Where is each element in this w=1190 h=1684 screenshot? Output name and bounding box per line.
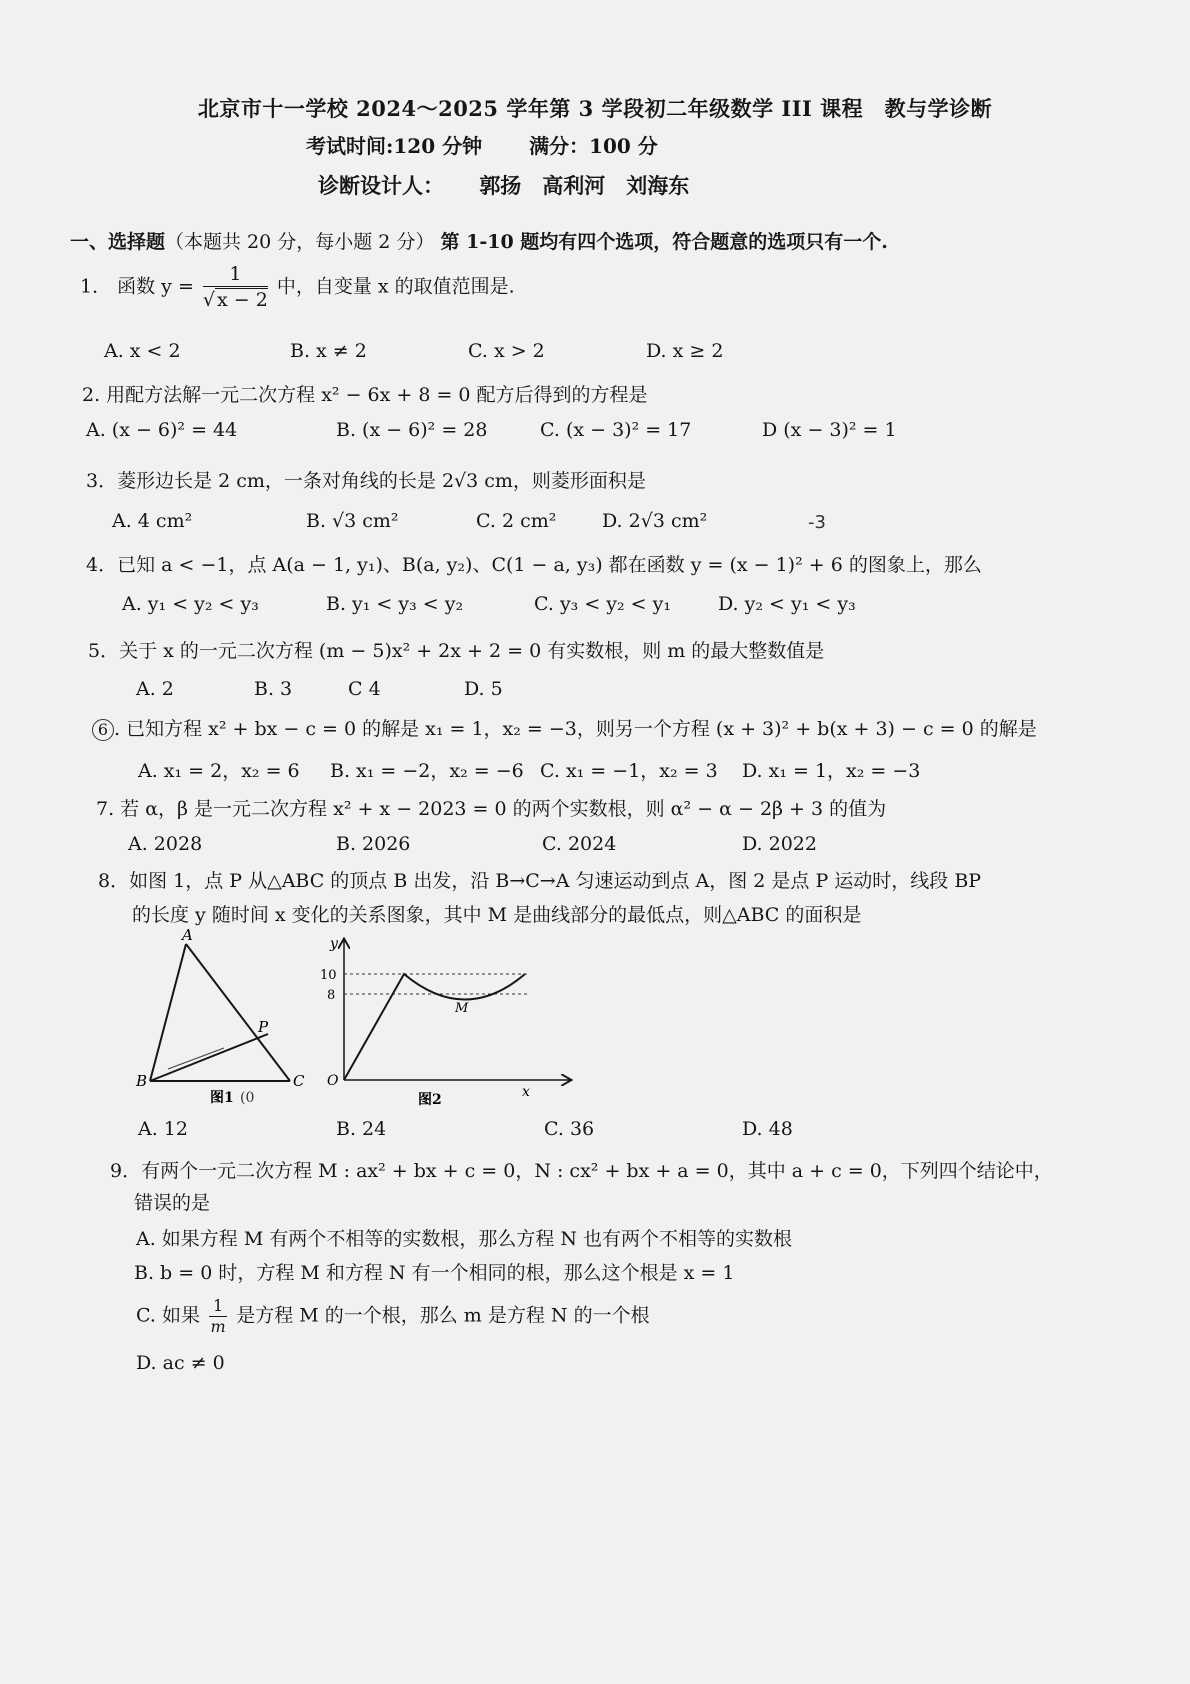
q2-option-c[interactable]: C. (x − 3)² = 17 — [540, 419, 692, 441]
radicand: x − 2 — [217, 289, 268, 311]
q5-option-b[interactable]: B. 3 — [254, 678, 293, 700]
q8-option-d[interactable]: D. 48 — [742, 1118, 793, 1140]
fraction-numerator: 1 — [203, 262, 268, 287]
question-7: 7. 若 α，β 是一元二次方程 x² + x − 2023 = 0 的两个实数根，则 α² − α − 2β + 3 的值为 — [96, 798, 887, 820]
question-2: 2. 用配方法解一元二次方程 x² − 6x + 8 = 0 配方后得到的方程是 — [82, 384, 648, 406]
exam-time: 考试时间:120 分钟 — [306, 134, 483, 158]
q3-option-a[interactable]: A. 4 cm² — [112, 510, 193, 532]
designers-names: 郭扬 高利河 刘海东 — [479, 173, 690, 198]
q6-option-c[interactable]: C. x₁ = −1，x₂ = 3 — [540, 760, 718, 782]
fraction-denominator — [203, 287, 268, 313]
question-4: 4．已知 a < −1，点 A(a − 1, y₁)、B(a, y₂)、C(1 − a, y₃) 都在函数 y = (x − 1)² + 6 的图象上，那么 — [86, 554, 982, 576]
q9-option-b[interactable]: B. b = 0 时，方程 M 和方程 N 有一个相同的根，那么这个根是 x = 1 — [134, 1262, 735, 1284]
option-text: 是方程 M 的一个根，那么 m 是方程 N 的一个根 — [236, 1304, 650, 1327]
question-9-line-2: 错误的是 — [134, 1192, 211, 1214]
sqrt-sign: √ — [202, 289, 216, 311]
question-8-line-1: 8．如图 1，点 P 从△ABC 的顶点 B 出发，沿 B→C→A 匀速运动到点 A，图 2 是点 P 运动时，线段 BP — [98, 870, 982, 892]
fraction-denominator: m — [210, 1317, 226, 1336]
fraction — [203, 262, 268, 313]
designers-label: 诊断设计人： — [318, 173, 444, 198]
section-instruction: 第 1-10 题均有四个选项，符合题意的选项只有一个. — [440, 231, 888, 253]
q5-option-a[interactable]: A. 2 — [136, 678, 174, 700]
q8-option-a[interactable]: A. 12 — [138, 1118, 188, 1140]
figure-2-caption: 图2 — [418, 1092, 442, 1108]
q5-option-d[interactable]: D. 5 — [464, 678, 503, 700]
q1-option-b[interactable]: B. x ≠ 2 — [290, 340, 367, 362]
q2-option-a[interactable]: A. (x − 6)² = 44 — [86, 419, 238, 441]
y-axis-label: y — [330, 936, 338, 952]
q1-option-d[interactable]: D. x ≥ 2 — [646, 340, 724, 362]
question-text: . 已知方程 x² + bx − c = 0 的解是 x₁ = 1，x₂ = −3，则另一个方程 (x + 3)² + b(x + 3) − c = 0 的解是 — [114, 718, 1037, 740]
q4-option-a[interactable]: A. y₁ < y₂ < y₃ — [122, 593, 259, 615]
q9-option-d[interactable]: D. ac ≠ 0 — [136, 1352, 225, 1374]
tick-label-8: 8 — [327, 988, 336, 1003]
q4-option-b[interactable]: B. y₁ < y₃ < y₂ — [326, 593, 464, 615]
q1-option-a[interactable]: A. x < 2 — [104, 340, 181, 362]
figure-1-caption: 图1 — [210, 1090, 234, 1106]
q3-option-c[interactable]: C. 2 cm² — [476, 510, 557, 532]
pencil-mark — [168, 1048, 224, 1069]
question-3: 3．菱形边长是 2 cm，一条对角线的长是 2√3 cm，则菱形面积是 — [86, 470, 646, 492]
tick-label-10: 10 — [320, 968, 337, 983]
question-8-line-2: 的长度 y 随时间 x 变化的关系图象，其中 M 是曲线部分的最低点，则△ABC 的面积是 — [132, 904, 862, 926]
fraction-numerator: 1 — [209, 1296, 227, 1317]
question-5: 5．关于 x 的一元二次方程 (m − 5)x² + 2x + 2 = 0 有实数根，则 m 的最大整数值是 — [88, 640, 825, 662]
side-ab — [150, 944, 186, 1081]
fraction — [209, 1296, 227, 1337]
section-title: 一、选择题 — [70, 231, 166, 253]
full-score: 满分：100 分 — [529, 134, 658, 158]
q4-option-c[interactable]: C. y₃ < y₂ < y₁ — [534, 593, 671, 615]
option-text: C. 如果 — [136, 1304, 200, 1327]
question-number: 1． — [80, 275, 112, 298]
q9-option-c[interactable] — [136, 1296, 650, 1337]
section-note: （本题共 20 分，每小题 2 分） — [165, 231, 435, 253]
exam-meta — [306, 130, 658, 159]
q3-option-d[interactable]: D. 2√3 cm² — [602, 510, 708, 532]
designers-line — [318, 170, 689, 200]
segment-bp — [150, 1034, 268, 1081]
q8-option-c[interactable]: C. 36 — [544, 1118, 595, 1140]
q7-option-c[interactable]: C. 2024 — [542, 833, 617, 855]
q1-option-c[interactable]: C. x > 2 — [468, 340, 545, 362]
q2-option-d[interactable]: D (x − 3)² = 1 — [762, 419, 897, 441]
q4-option-d[interactable]: D. y₂ < y₁ < y₃ — [718, 593, 856, 615]
q3-option-b[interactable]: B. √3 cm² — [306, 510, 399, 532]
question-9-line-1: 9．有两个一元二次方程 M : ax² + bx + c = 0，N : cx² + bx + a = 0，其中 a + c = 0，下列四个结论中， — [110, 1160, 1053, 1182]
q2-option-b[interactable]: B. (x − 6)² = 28 — [336, 419, 488, 441]
vertex-a-label: A — [182, 926, 193, 944]
origin-label: O — [327, 1073, 339, 1089]
point-p-label: P — [258, 1018, 269, 1036]
figure-2-graph — [320, 930, 580, 1110]
vertex-b-label: B — [136, 1072, 148, 1090]
vertex-c-label: C — [293, 1072, 305, 1090]
q6-option-a[interactable]: A. x₁ = 2，x₂ = 6 — [138, 760, 300, 782]
question-6 — [92, 714, 1037, 741]
q7-option-b[interactable]: B. 2026 — [336, 833, 411, 855]
curve-bp-length — [344, 974, 525, 1080]
question-text: 函数 y = — [117, 275, 194, 298]
handwritten-note: (0 — [240, 1090, 255, 1106]
question-text: 中，自变量 x 的取值范围是. — [276, 275, 515, 298]
circled-question-number: 6 — [92, 719, 114, 741]
handwritten-note: -3 — [808, 512, 826, 533]
q6-option-b[interactable]: B. x₁ = −2，x₂ = −6 — [330, 760, 524, 782]
q7-option-d[interactable]: D. 2022 — [742, 833, 817, 855]
figure-1-triangle — [128, 926, 318, 1106]
point-m-label: M — [455, 1001, 469, 1016]
q6-option-d[interactable]: D. x₁ = 1，x₂ = −3 — [742, 760, 921, 782]
q7-option-a[interactable]: A. 2028 — [128, 833, 203, 855]
x-axis-label: x — [522, 1084, 530, 1100]
q5-option-c[interactable]: C 4 — [348, 678, 381, 700]
question-1 — [80, 262, 515, 313]
exam-title: 北京市十一学校 2024～2025 学年第 3 学段初二年级数学 III 课程 教与学诊断 — [197, 96, 993, 121]
q8-option-b[interactable]: B. 24 — [336, 1118, 387, 1140]
q9-option-a[interactable]: A. 如果方程 M 有两个不相等的实数根，那么方程 N 也有两个不相等的实数根 — [136, 1228, 793, 1250]
section-heading — [70, 227, 888, 254]
